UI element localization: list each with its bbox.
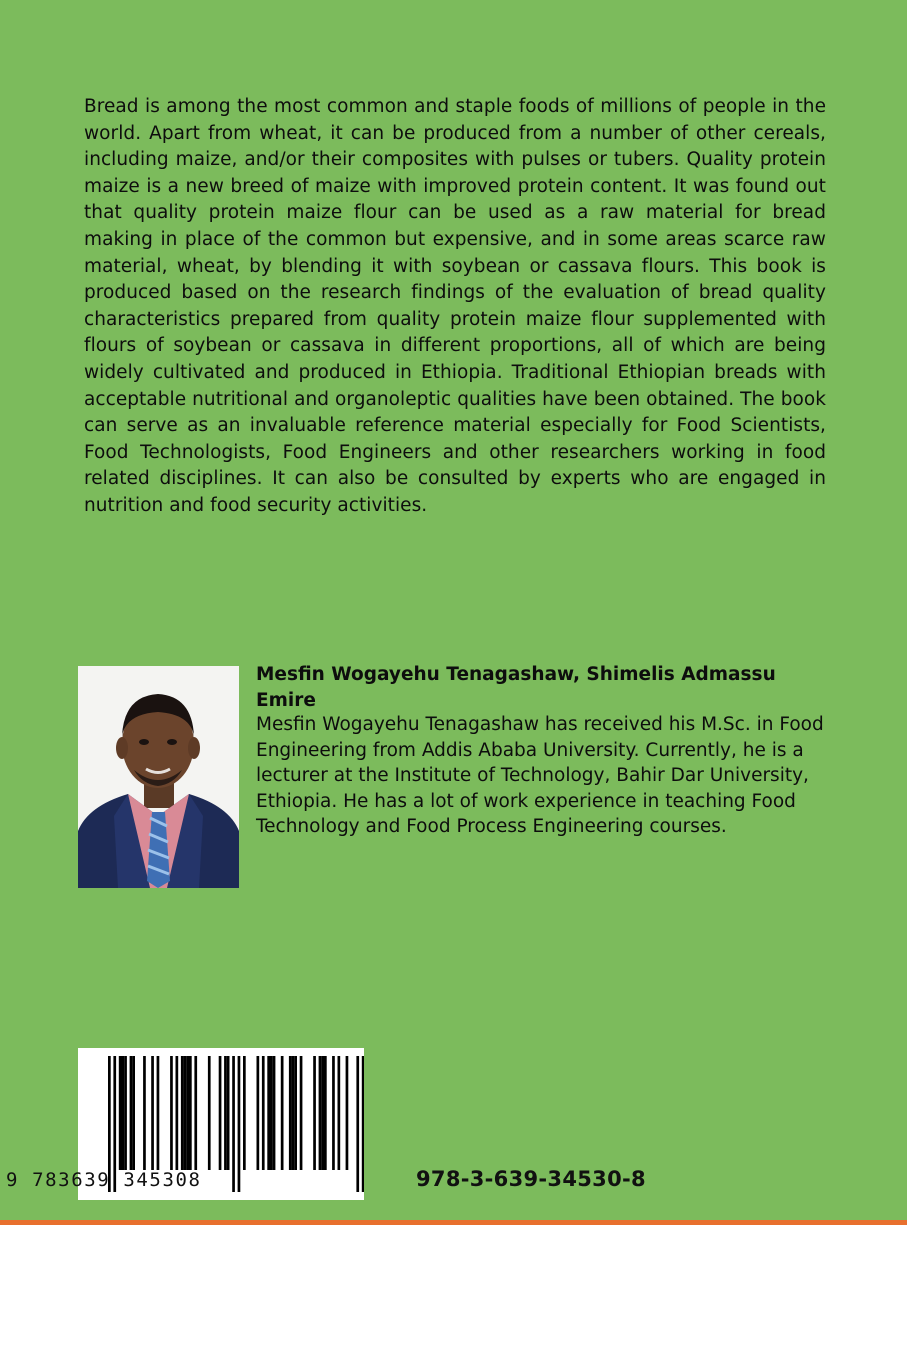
barcode-bar <box>194 1056 197 1170</box>
barcode-bar <box>270 1056 273 1170</box>
author-photo <box>78 666 239 888</box>
barcode-bar <box>281 1056 284 1170</box>
barcode-bar <box>124 1056 127 1170</box>
barcode-bar <box>346 1056 349 1170</box>
barcode-bar <box>170 1056 173 1170</box>
barcode-bar <box>267 1056 270 1170</box>
barcode-bar <box>208 1056 211 1170</box>
barcode-bar <box>356 1056 359 1192</box>
barcode-bar <box>313 1056 316 1170</box>
barcode-bar <box>181 1056 184 1170</box>
barcode-bar <box>119 1056 122 1170</box>
barcode-bar <box>132 1056 135 1170</box>
barcode-bar <box>186 1056 189 1170</box>
book-description: Bread is among the most common and staple foods of millions of people in the world. Apart from wheat, it can be produced from a number of other cereals, including maize, and/or their composites with pulses or tubers. Quality protein maize is a new breed of maize with improved protein content. It was found out that quality protein maize flour can be used as a raw material for bread making in place of the common but expensive, and in some areas scarce raw material, wheat, by blending it with soybean or cassava flours. This book is produced based on the research findings of the evaluation of bread quality characteristics prepared from quality protein maize flour supplemented with flours of soybean or cassava in different proportions, all of which are being widely cultivated and produced in Ethiopia. Traditional Ethiopian breads with acceptable nutritional and organoleptic qualities have been obtained. The book can serve as an invaluable reference material especially for Food Scientists, Food Technologists, Food Engineers and other researchers working in food related disciplines. It can also be consulted by experts who are engaged in nutrition and food security activities. <box>84 96 826 516</box>
barcode-bar <box>321 1056 324 1170</box>
barcode-bar <box>184 1056 187 1170</box>
barcode-bar <box>300 1056 303 1170</box>
barcode-bar <box>294 1056 297 1170</box>
author-names: Mesfin Wogayehu Tenagashaw, Shimelis Admassu Emire <box>256 664 776 711</box>
barcode-bar <box>122 1056 125 1170</box>
barcode-bar <box>362 1056 364 1192</box>
barcode-bar <box>243 1056 246 1170</box>
barcode-bar <box>289 1056 292 1170</box>
barcode-bar <box>273 1056 276 1170</box>
barcode-bar <box>332 1056 335 1170</box>
barcode-bar <box>151 1056 154 1170</box>
barcode-number: 9 783639 345308 <box>6 1169 202 1191</box>
barcode-bar <box>338 1056 341 1170</box>
barcode-bar <box>292 1056 295 1170</box>
barcode-bar <box>143 1056 146 1170</box>
barcode-bar <box>189 1056 192 1170</box>
barcode-bar <box>227 1056 230 1170</box>
barcode-bar <box>219 1056 222 1170</box>
orange-divider <box>0 1220 907 1225</box>
barcode-bar <box>224 1056 227 1170</box>
isbn: 978-3-639-34530-8 <box>416 1167 646 1191</box>
barcode-bar <box>319 1056 322 1170</box>
barcode-bar <box>324 1056 327 1170</box>
barcode-bar <box>262 1056 265 1170</box>
barcode-bar <box>157 1056 160 1170</box>
barcode-bar <box>257 1056 260 1170</box>
barcode-bar <box>176 1056 179 1170</box>
barcode-bar <box>130 1056 133 1170</box>
author-biography: Mesfin Wogayehu Tenagashaw has received his M.Sc. in Food Engineering from Addis Ababa University. Currently, he is a lecturer at the Institute of Technology, Bahir Dar University, Ethiopia. He has a lot of work experience in teaching Food Technology and Food Process Engineering courses. <box>256 714 824 838</box>
